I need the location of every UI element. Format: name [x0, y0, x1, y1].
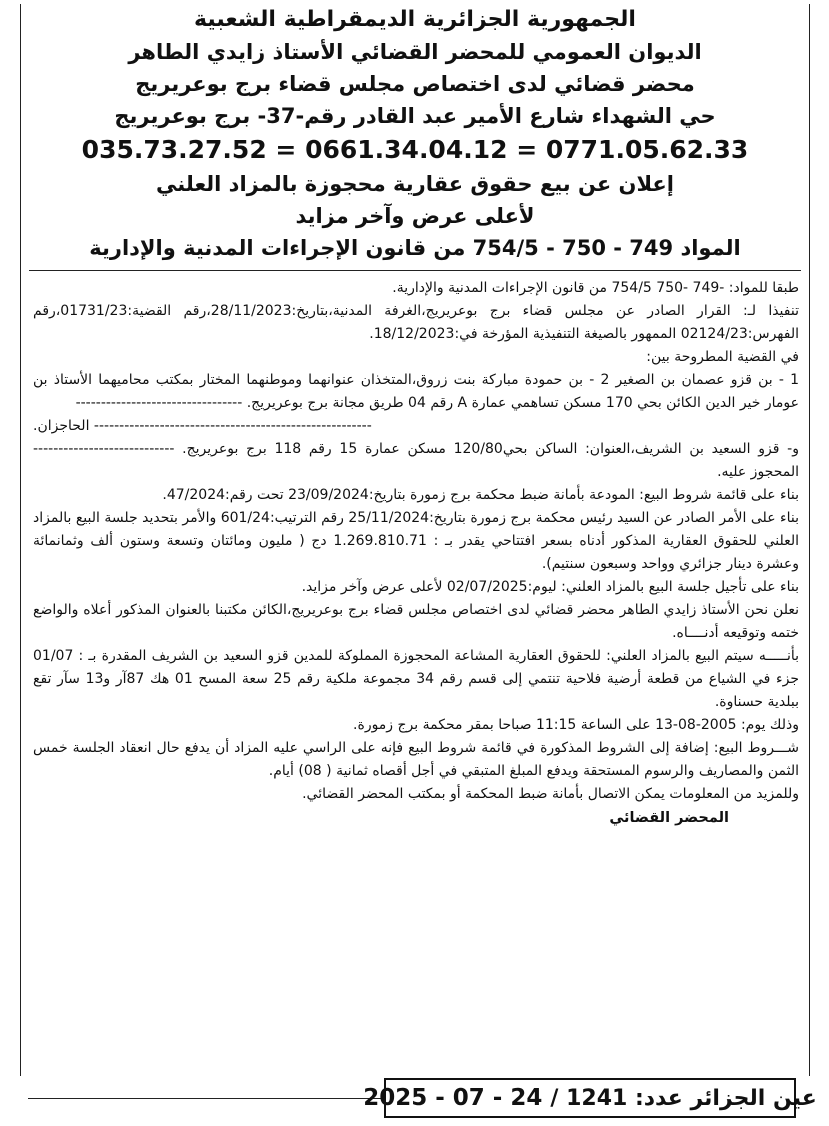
publication-label: عين الجزائر عدد: 1241 /	[550, 1085, 817, 1111]
notice-subtitle: لأعلى عرض وآخر مزايد	[295, 204, 535, 228]
legal-articles: المواد 749 - 750 - 754/5 من قانون الإجراءات المدنية والإدارية	[89, 236, 741, 260]
notice-title: إعلان عن بيع حقوق عقارية محجوزة بالمزاد العلني	[156, 172, 674, 196]
case-parties-intro: في القضية المطروحة بين:	[646, 349, 799, 365]
jurisdiction: محضر قضائي لدى اختصاص مجلس قضاء برج بوعريريج	[135, 72, 695, 96]
court-order: بناء على الأمر الصادر عن السيد رئيس محكمة برج زمورة بتاريخ:25/11/2024 رقم الترتيب:601/24 والأمر بتحديد جلسة البيع بالمزاد العلني للحقوق العقارية المذكور أدناه بسعر افتتاحي يقدر بـ : 1.269.810.71 دج ( مليون ومائتان وتسعة وستون ألف وثمانمائة وعشرة دينار جزائري وواحد وسبعون سنتيم).	[33, 510, 800, 572]
contact-info: وللمزيد من المعلومات يمكن الاتصال بأمانة ضبط المحكمة أو بمكتب المحضر القضائي.	[302, 786, 799, 802]
notice-header	[21, 4, 809, 264]
sale-conditions-filing: بناء على قائمة شروط البيع: المودعة بأمانة ضبط محكمة برج زمورة بتاريخ:23/09/2024 تحت رقم:47/2024.	[162, 487, 799, 503]
header-divider	[29, 270, 801, 271]
sale-date: وذلك يوم: 2005-08-13 على الساعة 11:15 صباحا بمقر محكمة برج زمورة.	[353, 717, 799, 733]
phone-numbers: 035.73.27.52 = 0661.34.04.12 = 0771.05.62.33	[81, 135, 749, 164]
execution-decision: تنفيذا لـ: القرار الصادر عن مجلس قضاء برج بوعريريج،الغرفة المدنية،بتاريخ:28/11/2023،رقم القضية:01731/23،رقم الفهرس:02124/23 الممهور بالصيغة التنفيذية المؤرخة في:18/12/2023.	[33, 303, 799, 342]
footer-rule	[28, 1098, 384, 1099]
property-description: بأنـــــه سيتم البيع بالمزاد العلني: للحقوق العقارية المشاعة المحجوزة المملوكة للمدين قزو السعيد بن الشريف المقدرة بـ : 01/07 جزء في الشياع من قطعة أرضية فلاحية تنتمي إلى قسم رقم 34 مجموعة ملكية رقم 25 سعة المسح 01 هك 87آر و13 سآر تقع ببلدية حسناوة.	[33, 648, 799, 710]
office-address: حي الشهداء شارع الأمير عبد القادر رقم-37- برج بوعريريج	[114, 104, 716, 128]
seized-party: و- قزو السعيد بن الشريف،العنوان: الساكن بحي120/80 مسكن عمارة 15 رقم 118 برج بوعريريج. ---------------------------- المحجوز عليه.	[33, 441, 799, 480]
legal-notice	[20, 4, 810, 1076]
sale-terms: شـــروط البيع: إضافة إلى الشروط المذكورة في قائمة شروط البيع فإنه على الراسي عليه المزاد أن يدفع حال انعقاد الجلسة خمس الثمن والمصاريف والرسوم المستحقة ويدفع المبلغ المتبقي في أجل أقصاه ثمانية ( 08) أيام.	[33, 740, 799, 779]
bailiff-announcement: نعلن نحن الأستاذ زايدي الطاهر محضر قضائي لدى اختصاص مجلس قضاء برج بوعريريج،الكائن مكتبنا بالعنوان المذكور أعلاه والواضع ختمه وتوقيعه أدنــــاه.	[33, 602, 799, 641]
sale-postponement: بناء على تأجيل جلسة البيع بالمزاد العلني: ليوم:02/07/2025 لأعلى عرض وآخر مزايد.	[301, 579, 799, 595]
publication-date: 2025 - 07 - 24	[363, 1085, 543, 1111]
legal-basis: طبقا للمواد: -749 -750 754/5 من قانون الإجراءات المدنية والإدارية.	[392, 280, 799, 296]
republic-title: الجمهورية الجزائرية الديمقراطية الشعبية	[194, 7, 636, 32]
seizing-parties: 1 - بن قزو عصمان بن الصغير 2 - بن حمودة مباركة بنت زروق،المتخذان عنوانهما وموطنهما المختار بمكتب محاميهما الأستاذ بن عومار خير الدين الكائن بحي 170 مسكن تساهمي عمارة A رقم 04 طريق مجانة برج بوعريريج. ---------------------------------	[33, 372, 799, 411]
bailiff-signature: المحضر القضائي	[609, 810, 729, 826]
seizing-parties-label: ------------------------------------------------------- الحاجزان.	[33, 418, 372, 434]
notice-body	[21, 277, 809, 830]
publication-footer	[363, 1078, 817, 1118]
office-name: الديوان العمومي للمحضر القضائي الأستاذ زايدي الطاهر	[128, 40, 702, 64]
